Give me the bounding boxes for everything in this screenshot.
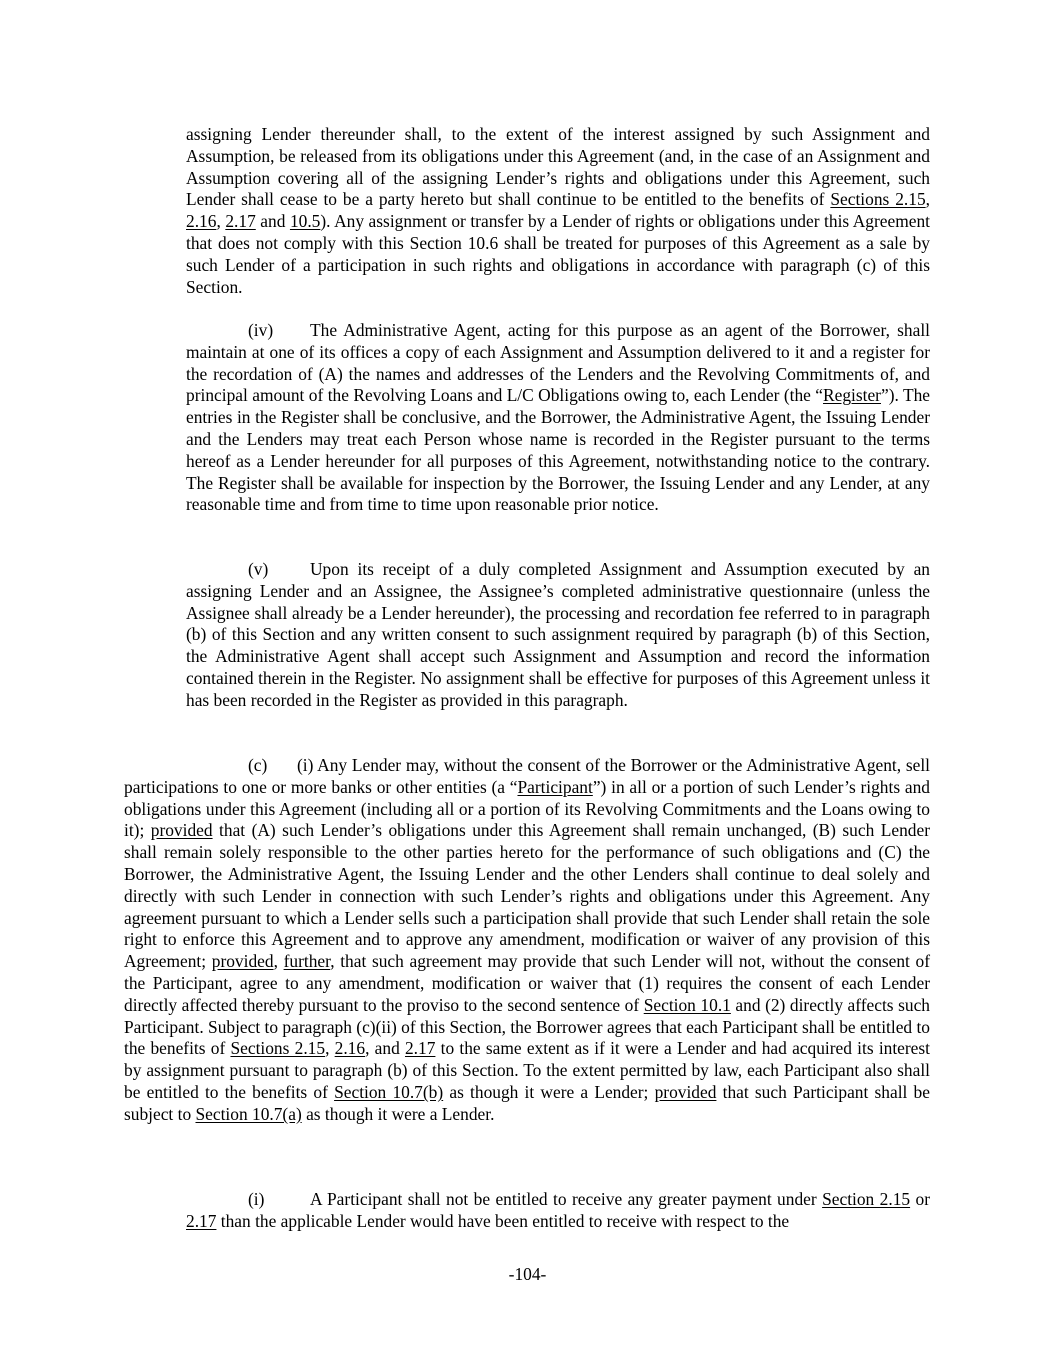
para-text: that (A) such Lender’s obligations under this Agreement shall remain unchanged, (B) such Lender shall remain solely responsible to the other parties hereto for the performance of such obligations and (C) the Borrower, the Administrative Agent, the Issuing Lender and the other Lenders shall continue to deal solely and directly with such Lender in connection with such Lender’s rights and obligations under this Agreement. Any agreement pursuant to which a Lender sells such a participation shall provide that such Lender shall retain the sole right to enforce this Agreement and to approve any amendment, modification or waiver of any provision of this Agreement;: [124, 820, 930, 972]
separator: ,: [325, 1038, 335, 1059]
clause-label: (v): [248, 559, 269, 579]
section-reference-link: Section 10.1: [643, 994, 731, 1015]
para-text: to the same extent as if it were a Lender and had acquired its interest by assignment pursuant to paragraph (b) of this Section. To the extent permitted by law, each Participant also shall be entitled to the benefits of: [124, 1038, 931, 1102]
section-reference-link: Section 10.7(a): [195, 1103, 302, 1124]
section-reference-link: 10.5: [289, 211, 321, 232]
section-reference-link: Sections 2.15: [830, 189, 926, 210]
paragraph-c-participations: [124, 755, 930, 1126]
section-reference-link: 2.16: [186, 211, 217, 232]
para-text: Upon its receipt of a duly completed Assignment and Assumption executed by an assigning Lender and an Assignee, the Assignee’s completed administrative questionnaire (unless the Assignee shall already be a Lender hereunder), the processing and recordation fee referred to in paragraph (b) of this Section and any written consent to such assignment required by paragraph (b) of this Section, the Administrative Agent shall accept such Assignment and Assumption and record the information contained therein in the Register. No assignment shall be effective for purposes of this Agreement unless it has been recorded in the Register as provided in this paragraph.: [186, 559, 930, 710]
section-reference-link: Section 2.15: [822, 1189, 911, 1209]
section-reference-link: 2.17: [404, 1038, 436, 1059]
paragraph-i-greater-payment: [186, 1189, 930, 1233]
separator: ,: [273, 951, 284, 972]
separator: and: [255, 211, 290, 232]
para-text: A Participant shall not be entitled to receive any greater payment under: [310, 1189, 823, 1209]
defined-term: Register: [823, 385, 881, 406]
para-text: ”). The entries in the Register shall be conclusive, and the Borrower, the Administrative Agent, the Issuing Lender and the Lenders may treat each Person whose name is recorded in the Register pursuant to the terms hereof as a Lender hereunder for all purposes of this Agreement, notwithstanding notice to the contrary. The Register shall be available for inspection by the Borrower, the Issuing Lender and any Lender, at any reasonable time and from time to time upon reasonable prior notice.: [186, 385, 930, 515]
proviso-term: provided: [654, 1081, 717, 1102]
para-text: and (2) directly affects such Participant. Subject to paragraph (c)(ii) of this Section, the Borrower agrees that each Participant shall be entitled to the benefits of: [124, 994, 930, 1059]
proviso-term: further: [283, 951, 331, 972]
clause-label: (iv): [248, 320, 274, 340]
separator: ,: [925, 189, 930, 210]
paragraph-iv-register: [186, 320, 930, 516]
proviso-term: provided: [150, 820, 213, 841]
clause-label: (i): [248, 1189, 265, 1209]
separator: ,: [216, 211, 226, 232]
proviso-term: provided: [211, 951, 274, 972]
para-text: The Administrative Agent, acting for this purpose as an agent of the Borrower, shall maintain at one of its offices a copy of each Assignment and Assumption delivered to it and a register for the recordation of (A) the names and addresses of the Lenders and the Revolving Commitments of, and principal amount of the Revolving Loans and L/C Obligations owing to, each Lender (the “: [186, 320, 930, 406]
para-text: as though it were a Lender;: [443, 1081, 655, 1102]
section-reference-link: 2.17: [186, 1210, 217, 1231]
paragraph-assignment-release: [186, 124, 930, 298]
section-reference-link: 2.17: [225, 211, 256, 232]
para-text: than the applicable Lender would have been entitled to receive with respect to the: [216, 1210, 790, 1231]
para-text: ). Any assignment or transfer by a Lender of rights or obligations under this Agreement that does not comply with this Section 10.6 shall be treated for purposes of this Agreement as a sale by such Lender of a participation in such rights and obligations in accordance with paragraph (c) of this Section.: [186, 211, 930, 297]
section-reference-link: Sections 2.15: [230, 1038, 326, 1059]
para-text: , that such agreement may provide that such Lender will not, without the consent of the Participant, agree to any amendment, modification or waiver that (1) requires the consent of each Lender directly affected thereby pursuant to the proviso to the second sentence of: [124, 951, 931, 1015]
clause-label: (c): [248, 755, 268, 775]
para-text: (i) Any Lender may, without the consent of the Borrower or the Administrative Agent, sell participations to one or more banks or other entities (a “: [124, 755, 930, 797]
page-number: -104-: [508, 1264, 547, 1284]
defined-term: Participant: [517, 776, 593, 797]
section-reference-link: 2.16: [334, 1038, 366, 1059]
para-text: that such Participant shall be subject to: [124, 1081, 930, 1124]
para-text: ”) in all or a portion of such Lender’s rights and obligations under this Agreement (including all or a portion of its Revolving Commitments and the Loans owing to it);: [124, 776, 930, 841]
separator: or: [910, 1189, 930, 1209]
para-text: assigning Lender thereunder shall, to the extent of the interest assigned by such Assignment and Assumption, be released from its obligations under this Agreement (and, in the case of an Assignment and Assumption covering all of the assigning Lender’s rights and obligations under this Agreement, such Lender shall cease to be a party hereto but shall continue to be entitled to the benefits of: [186, 124, 930, 210]
separator: , and: [365, 1038, 405, 1059]
para-text: as though it were a Lender.: [301, 1103, 495, 1124]
section-reference-link: Section 10.7(b): [334, 1081, 444, 1102]
paragraph-v-receipt: [186, 559, 930, 712]
